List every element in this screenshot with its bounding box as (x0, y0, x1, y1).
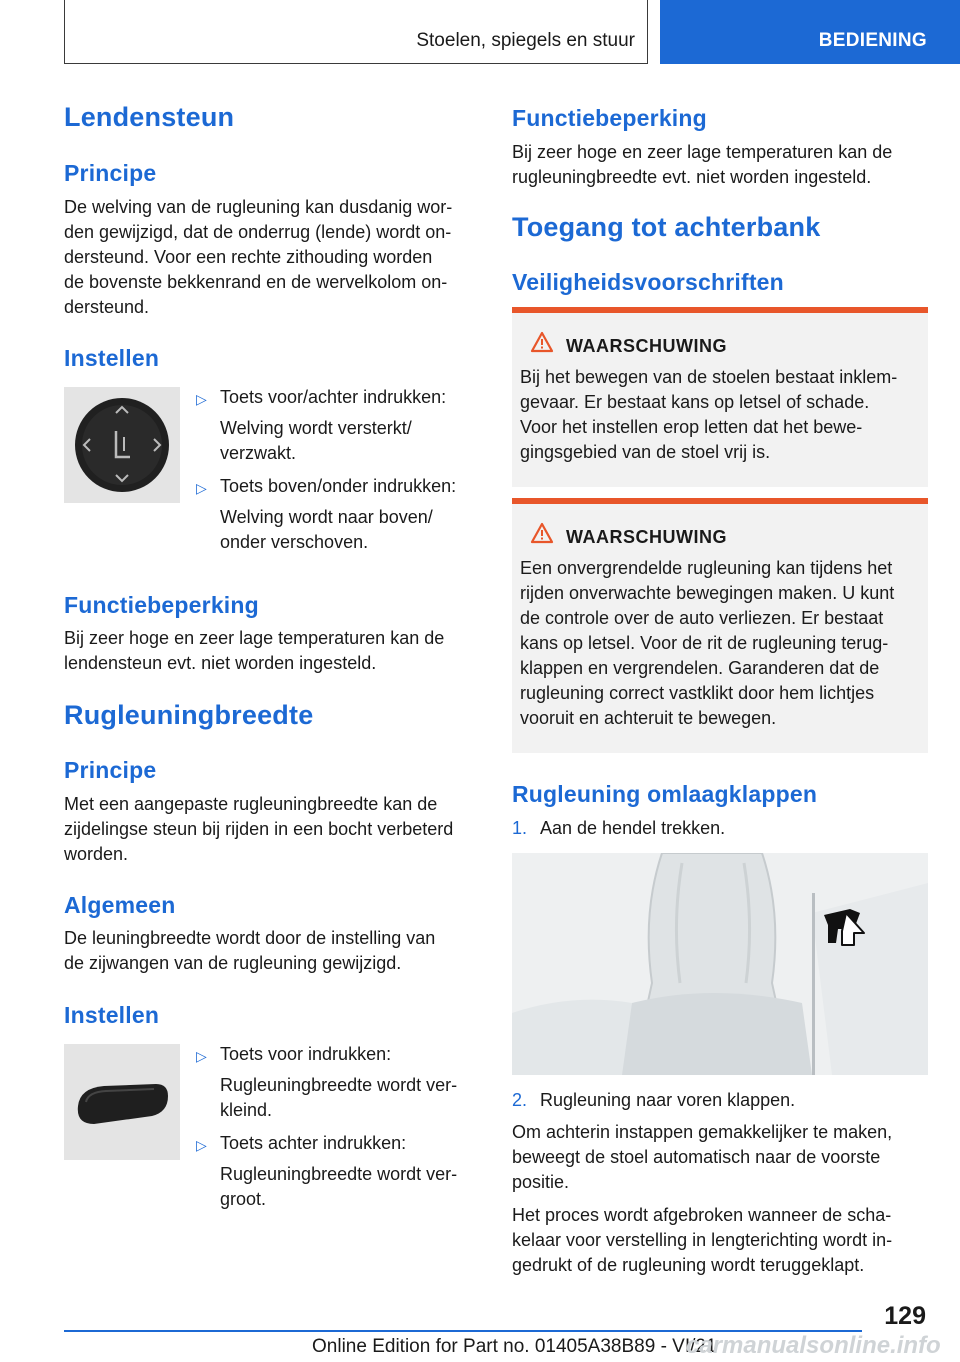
triangle-bullet-icon: ▷ (196, 1137, 207, 1153)
text-line: Rugleuningbreedte wordt ver- (220, 1075, 458, 1095)
footer-edition: Online Edition for Part no. 01405A38B89 - VI/21 (312, 1336, 717, 1357)
text-line: de zijwangen van de rugleuning gewijzigd. (64, 953, 402, 973)
bullet-action: Toets boven/onder indrukken: (220, 476, 457, 496)
step-1 (512, 816, 928, 841)
paragraph-instappen (512, 1120, 928, 1195)
bullet-result (196, 505, 486, 555)
watermark: carmanualsonline.info (686, 1332, 941, 1359)
seat-photo-illustration (512, 853, 928, 1075)
text-line: dersteund. Voor een rechte zithouding worden (64, 247, 433, 267)
warning-title (520, 313, 920, 356)
step-number: 2. (512, 1090, 528, 1110)
bullet-list-lendensteun (196, 385, 486, 563)
step-text: Aan de hendel trekken. (540, 818, 726, 838)
text-line: Bij zeer hoge en zeer lage temperaturen kan de (64, 628, 445, 648)
text-line: Bij zeer hoge en zeer lage temperaturen kan de (512, 142, 893, 162)
header-section-title: Stoelen, spiegels en stuur (416, 30, 635, 51)
bullet-result (196, 416, 486, 466)
warning-box (512, 307, 928, 487)
lumbar-control-image (64, 387, 180, 503)
text-line: beweegt de stoel automatisch naar de voorste (512, 1147, 881, 1167)
text-line: kelaar voor verstelling in lengterichting wordt in- (512, 1230, 893, 1250)
heading-functiebeperking-1: Functiebeperking (64, 592, 259, 618)
text-line: dersteund. (64, 297, 150, 317)
text-line: Welving wordt versterkt/ (220, 418, 412, 438)
text-line: de bovenste bekkenrand en de wervelkolom on- (64, 272, 448, 292)
triangle-bullet-icon: ▷ (196, 480, 207, 496)
text-line: Welving wordt naar boven/ (220, 507, 433, 527)
text-line: gevaar. Er bestaat kans op letsel of schade. (520, 392, 870, 412)
text-line: den gewijzigd, dat de onderrug (lende) wordt on- (64, 222, 452, 242)
text-line: De leuningbreedte wordt door de instelling van (64, 928, 436, 948)
text-line: zijdelingse steun bij rijden in een bocht verbeterd (64, 819, 454, 839)
text-line: kleind. (220, 1100, 273, 1120)
warning-triangle-icon (530, 522, 554, 544)
header-chapter-tab (660, 0, 960, 64)
heading-algemeen: Algemeen (64, 892, 176, 918)
backrest-width-button-icon (64, 1044, 180, 1160)
warning-text (520, 365, 920, 465)
heading-lendensteun: Lendensteun (64, 102, 235, 132)
paragraph-functiebeperking-2 (512, 140, 928, 190)
heading-principe-1: Principe (64, 160, 157, 186)
warning-triangle-icon (530, 331, 554, 353)
seat-lever-photo (512, 853, 928, 1075)
text-line: worden. (64, 844, 129, 864)
text-line: Het proces wordt afgebroken wanneer de scha- (512, 1205, 892, 1225)
warning-title (520, 504, 920, 547)
triangle-bullet-icon: ▷ (196, 391, 207, 407)
text-line: gedrukt of de rugleuning wordt teruggeklapt. (512, 1255, 865, 1275)
text-line: Met een aangepaste rugleuningbreedte kan de (64, 794, 438, 814)
warning-box (512, 498, 928, 753)
text-line: lendensteun evt. niet worden ingesteld. (64, 653, 377, 673)
bullet-list-rugleuningbreedte (196, 1042, 486, 1220)
bullet-item (196, 385, 486, 410)
text-line: gingsgebied van de stoel vrij is. (520, 442, 771, 462)
paragraph-principe-1 (64, 195, 484, 320)
page-number: 129 (884, 1302, 926, 1330)
text-line: Een onvergrendelde rugleuning kan tijdens het (520, 558, 893, 578)
text-line: klappen en vergrendelen. Garanderen dat de (520, 658, 880, 678)
bullet-result (196, 1073, 486, 1123)
heading-principe-2: Principe (64, 757, 157, 783)
text-line: de controle over de auto verliezen. Er bestaat (520, 608, 884, 628)
heading-instellen-1: Instellen (64, 345, 160, 371)
triangle-bullet-icon: ▷ (196, 1048, 207, 1064)
warning-text (520, 556, 920, 731)
width-control-image (64, 1044, 180, 1160)
step-2 (512, 1088, 928, 1113)
bullet-result (196, 1162, 486, 1212)
heading-functiebeperking-2: Functiebeperking (512, 105, 707, 131)
heading-instellen-2: Instellen (64, 1002, 160, 1028)
bullet-action: Toets voor indrukken: (220, 1044, 392, 1064)
text-line: rugleuning correct vastklikt door hem lichtjes (520, 683, 875, 703)
text-line: Voor het instellen erop letten dat het bewe- (520, 417, 863, 437)
heading-rugleuningbreedte: Rugleuningbreedte (64, 700, 314, 730)
text-line: De welving van de rugleuning kan dusdanig wor- (64, 197, 453, 217)
bullet-item (196, 474, 486, 499)
text-line: Rugleuningbreedte wordt ver- (220, 1164, 458, 1184)
text-line: Bij het bewegen van de stoelen bestaat inklem- (520, 367, 898, 387)
bullet-item (196, 1042, 486, 1067)
lumbar-button-icon (64, 387, 180, 503)
step-text: Rugleuning naar voren klappen. (540, 1090, 796, 1110)
text-line: groot. (220, 1189, 267, 1209)
heading-rugleuning-omlaagklappen: Rugleuning omlaagklappen (512, 781, 818, 807)
paragraph-principe-2 (64, 792, 484, 867)
step-number: 1. (512, 818, 528, 838)
text-line: rijden onverwachte bewegingen maken. U kunt (520, 583, 895, 603)
paragraph-functiebeperking-1 (64, 626, 484, 676)
text-line: rugleuningbreedte evt. niet worden ingesteld. (512, 167, 872, 187)
paragraph-afgebroken (512, 1203, 928, 1278)
text-line: Om achterin instappen gemakkelijker te maken, (512, 1122, 893, 1142)
warning-label: WAARSCHUWING (566, 527, 727, 547)
text-line: vooruit en achteruit te bewegen. (520, 708, 777, 728)
bullet-action: Toets achter indrukken: (220, 1133, 407, 1153)
header-chapter-title: BEDIENING (818, 30, 927, 51)
text-line: positie. (512, 1172, 570, 1192)
bullet-action: Toets voor/achter indrukken: (220, 387, 447, 407)
warning-label: WAARSCHUWING (566, 336, 727, 356)
paragraph-algemeen (64, 926, 484, 976)
text-line: kans op letsel. Voor de rit de rugleuning terug- (520, 633, 889, 653)
text-line: verzwakt. (220, 443, 297, 463)
text-line: onder verschoven. (220, 532, 369, 552)
header-section-box (64, 0, 648, 64)
bullet-item (196, 1131, 486, 1156)
heading-veiligheidsvoorschriften: Veiligheidsvoorschriften (512, 269, 784, 295)
heading-toegang-achterbank: Toegang tot achterbank (512, 212, 821, 242)
